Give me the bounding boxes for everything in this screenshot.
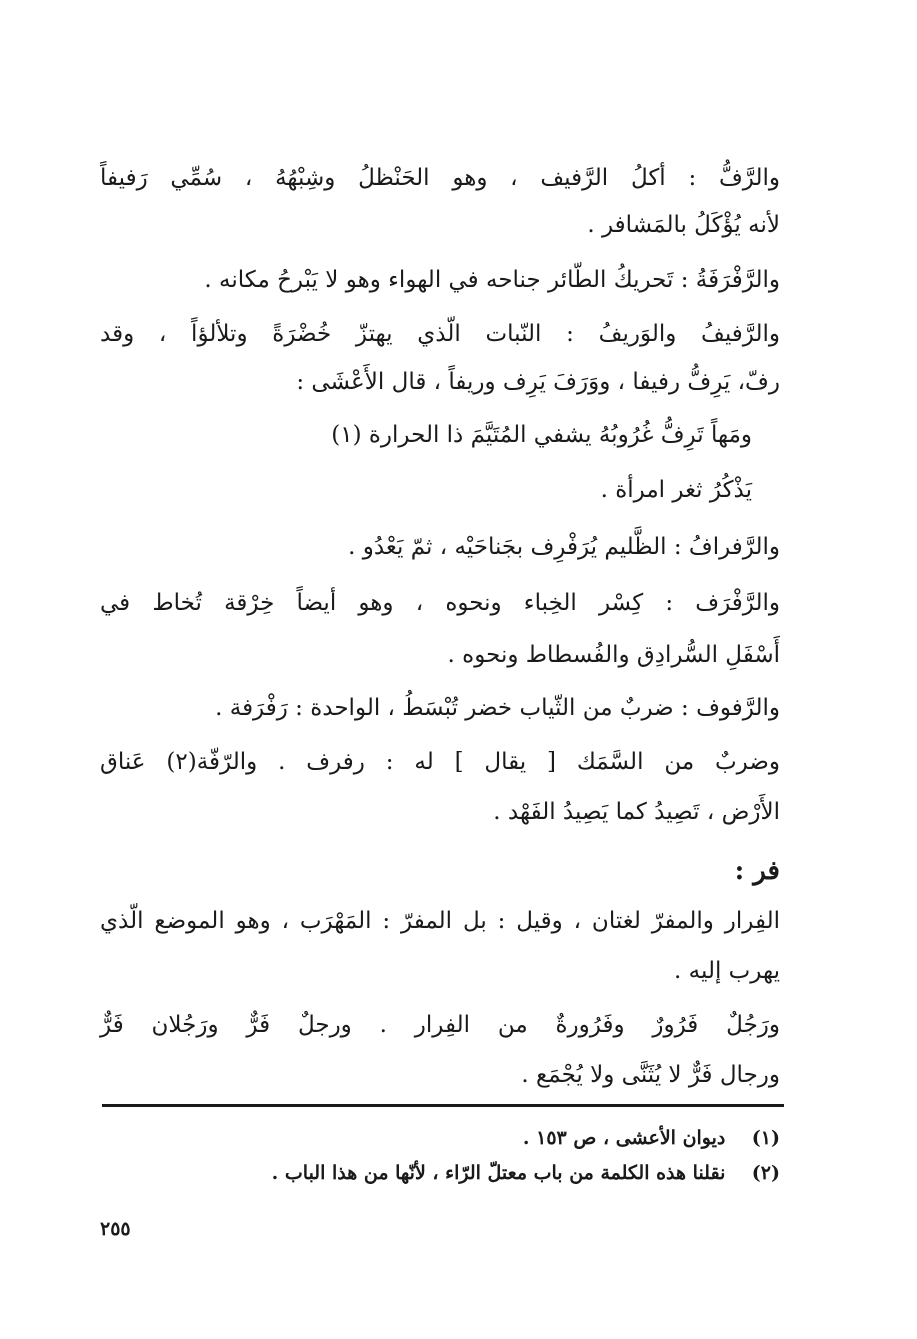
footnote <box>80 1123 780 1153</box>
text-line: رفّ، يَرِفُّ رفيفا ، ووَرَفَ يَرِف وريفاً ، قال الأَعْشَى : <box>296 369 780 395</box>
text-line: ورجال فَرٌّ لا يُثَنَّى ولا يُجْمَع . <box>521 1062 780 1088</box>
footnote-marker: (١) <box>751 1127 780 1149</box>
footnote-separator <box>102 1104 784 1107</box>
footnote <box>80 1158 780 1188</box>
text-line: والرَّفْرَف : كِسْر الخِباء ونحوه ، وهو أيضاً خِرْقة تُخاط في <box>100 590 780 616</box>
footnote-text: ديوان الأعشى ، ص ١٥٣ . <box>522 1127 726 1149</box>
footnote-marker: (٢) <box>751 1162 780 1184</box>
text-line: لأنه يُؤْكَلُ بالمَشافر . <box>587 212 780 238</box>
text-line: أَسْفَلِ السُّرادِق والفُسطاط ونحوه . <box>447 642 780 668</box>
text-line: والرَّفْرَفَةُ : تَحريكُ الطّائر جناحه في الهواء وهو لا يَبْرحُ مكانه . <box>204 267 780 293</box>
text-line: ورَجُلٌ فَرُورٌ وفَرُورةٌ من الفِرار . ورجلٌ فَرٌّ ورَجُلان فَرٌّ <box>100 1012 780 1038</box>
text-line: يهرب إليه . <box>674 958 780 984</box>
text-line: والرَّفرافُ : الظَّليم يُرَفْرِف بجَناحَيْه ، ثمّ يَعْدُو . <box>348 534 780 560</box>
text-line: الأَرْض ، تَصِيدُ كما يَصِيدُ الفَهْد . <box>493 799 780 825</box>
page-number: ٢٥٥ <box>100 1218 131 1240</box>
text-line: والرَّفوف : ضربٌ من الثّياب خضر تُبْسَطُ ، الواحدة : رَفْرَفة . <box>215 695 780 721</box>
footnote-text: نقلنا هذه الكلمة من باب معتلّ الرّاء ، لأنّها من هذا الباب . <box>271 1162 726 1184</box>
text-line: والرَّفُّ : أكلُ الرَّفيف ، وهو الحَنْظلُ وشِبْهُهُ ، سُمِّي رَفيفاً <box>100 165 780 191</box>
entry-heading: فر : <box>734 856 780 886</box>
text-line: والرَّفيفُ والوَريفُ : النّبات الّذي يهتزّ خُضْرَةً وتلألؤاً ، وقد <box>100 321 780 347</box>
text-line: وضربٌ من السَّمَك [ يقال ] له : رفرف . والرّفّة(٢) عَناق <box>100 749 780 775</box>
text-line: يَذْكُرُ ثغر امرأة . <box>600 477 752 503</box>
verse-line: ومَهاً تَرِفُّ غُرُوبُهُ يشفي المُتَيَّمَ ذا الحرارة (١) <box>331 422 752 448</box>
text-line: الفِرار والمفرّ لغتان ، وقيل : بل المفرّ : المَهْرَب ، وهو الموضع الّذي <box>100 908 780 934</box>
